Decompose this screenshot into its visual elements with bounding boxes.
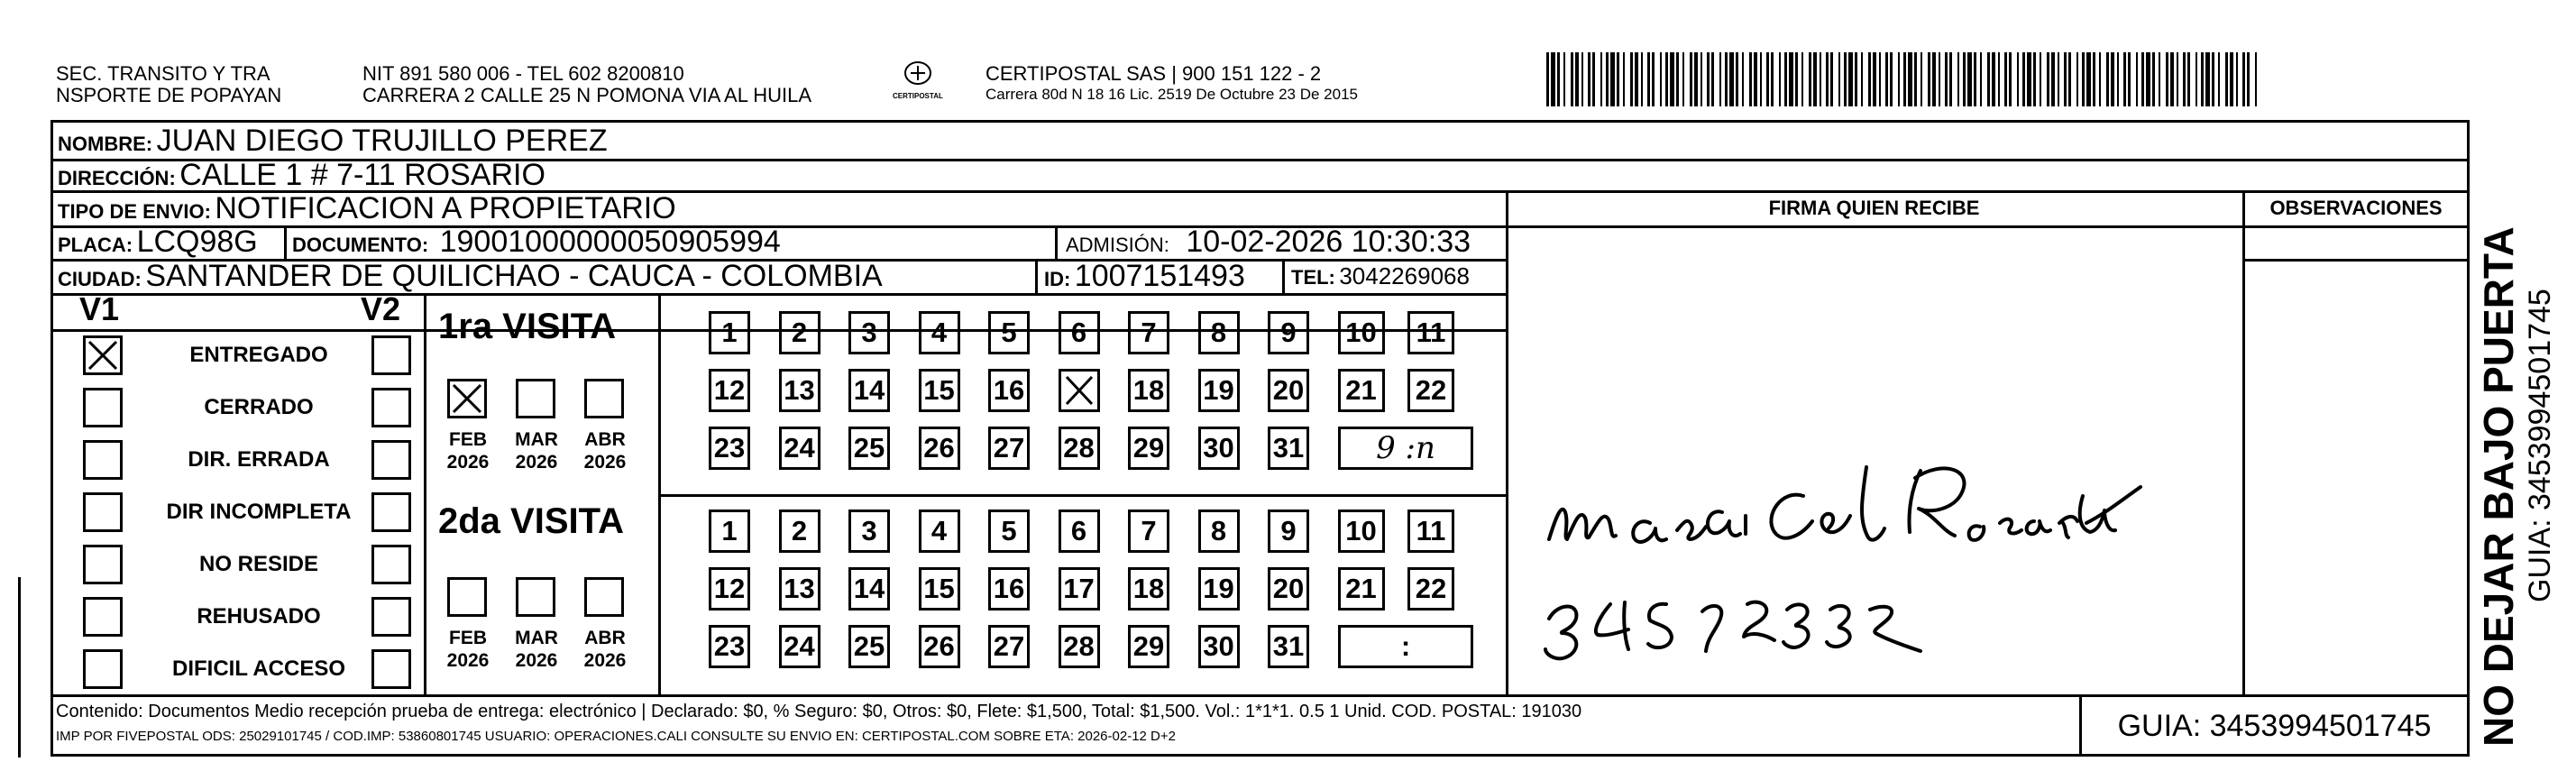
day-cell: 24: [779, 625, 820, 668]
v1-checkbox: [83, 492, 123, 532]
day-cell: 24: [779, 427, 820, 470]
day-cell: 20: [1268, 567, 1309, 611]
tipo-label: TIPO DE ENVIO:: [58, 200, 211, 223]
nombre-label: NOMBRE:: [58, 133, 153, 155]
v1-checkbox: [83, 649, 123, 689]
day-cell: 4: [919, 311, 960, 354]
v1-checkbox: [83, 545, 123, 584]
status-label: DIR. ERRADA: [188, 447, 330, 472]
day-cell: 30: [1198, 427, 1240, 470]
ciudad-value: SANTANDER DE QUILICHAO - CAUCA - COLOMBIA: [145, 259, 883, 293]
month-checkbox: [584, 379, 624, 418]
certipostal-logo: [893, 60, 943, 103]
year-label: 2026: [446, 452, 490, 473]
day-cell: 2: [779, 311, 820, 354]
day-cell: 30: [1198, 625, 1240, 668]
status-label: REHUSADO: [197, 604, 321, 629]
day-cell: 9: [1268, 510, 1309, 553]
day-cell: 23: [709, 625, 750, 668]
time-box: :: [1338, 625, 1473, 668]
day-cell: 3: [848, 510, 890, 553]
month-checkbox: [447, 379, 487, 418]
day-cell: 17: [1059, 567, 1100, 611]
day-cell: 18: [1128, 567, 1169, 611]
direccion-value: CALLE 1 # 7-11 ROSARIO: [179, 158, 545, 192]
day-cell: 3: [848, 311, 890, 354]
v2-checkbox: [371, 545, 411, 584]
day-cell: 13: [779, 369, 820, 412]
day-cell: 23: [709, 427, 750, 470]
day-cell: 31: [1268, 625, 1309, 668]
footer-guia-box: GUIA: 3453994501745: [2117, 709, 2432, 743]
day-cell: 7: [1128, 311, 1169, 354]
tel-cell: [1291, 259, 1470, 298]
v2-checkbox: [371, 597, 411, 637]
day-cell: 20: [1268, 369, 1309, 412]
id-cell: [1044, 259, 1245, 299]
tel-value: 3042269068: [1339, 262, 1470, 289]
observaciones-header: OBSERVACIONES: [2269, 197, 2443, 219]
v1-label: V1: [79, 290, 120, 327]
admision-label: ADMISIÓN:: [1066, 234, 1169, 256]
month-checkbox: [447, 577, 487, 617]
side-guia: GUIA: 3453994501745: [2523, 289, 2557, 602]
day-cell: 12: [709, 369, 750, 412]
day-cell: 7: [1128, 510, 1169, 553]
day-cell: 12: [709, 567, 750, 611]
sender-line1: SEC. TRANSITO Y TRA: [56, 62, 270, 85]
day-cell: 1: [709, 311, 750, 354]
day-cell: 14: [848, 369, 890, 412]
sender-line2: NSPORTE DE POPAYAN: [56, 84, 282, 106]
nombre-value: JUAN DIEGO TRUJILLO PEREZ: [156, 124, 608, 158]
v1-checkbox: [83, 440, 123, 480]
second-visit-title: 2da VISITA: [438, 501, 624, 541]
day-cell: 27: [988, 625, 1030, 668]
year-label: 2026: [446, 650, 490, 671]
day-cell: 28: [1059, 625, 1100, 668]
day-cell: 5: [988, 311, 1030, 354]
v2-checkbox: [371, 440, 411, 480]
day-cell: 6: [1059, 311, 1100, 354]
v2-label: V2: [361, 290, 401, 327]
day-cell: 22: [1407, 369, 1454, 412]
signature-drawing: [1506, 225, 2242, 694]
ciudad-label: CIUDAD:: [58, 268, 142, 290]
day-cell: 13: [779, 567, 820, 611]
sender-block: [56, 63, 281, 106]
year-label: 2026: [515, 452, 558, 473]
v1-checkbox: [83, 335, 123, 375]
tel-label: TEL:: [1291, 266, 1335, 289]
left-edge-mark: [18, 577, 26, 757]
day-cell: 19: [1198, 567, 1240, 611]
documento-label: DOCUMENTO:: [292, 234, 429, 256]
month-checkbox: [584, 577, 624, 617]
nit-line1: NIT 891 580 006 - TEL 602 8200810: [362, 62, 684, 85]
month-checkbox: [516, 577, 555, 617]
day-cell: 25: [848, 625, 890, 668]
year-label: 2026: [515, 650, 558, 671]
day-cell: 27: [988, 427, 1030, 470]
v2-checkbox: [371, 492, 411, 532]
day-cell: 16: [988, 567, 1030, 611]
status-label: DIR INCOMPLETA: [166, 500, 352, 524]
placa-label: PLACA:: [58, 234, 133, 256]
footer-contenido: Contenido: Documentos Medio recepción prueba de entrega: electrónico | Declarado: $0, % Seguro: $0, Otros: $0, Flete: $1,500, Total: $1,500. Vol.: 1*1*1. 0.5 1 Unid. COD. POSTAL: 191030: [56, 702, 1582, 721]
day-cell: 14: [848, 567, 890, 611]
day-cell: 31: [1268, 427, 1309, 470]
day-cell: 15: [919, 567, 960, 611]
documento-value: 19001000000050905994: [439, 225, 781, 259]
day-cell: 16: [988, 369, 1030, 412]
day-cell: 28: [1059, 427, 1100, 470]
month-checkbox: [516, 379, 555, 418]
day-cell: 29: [1128, 427, 1169, 470]
logo-text: CERTIPOSTAL: [893, 92, 943, 100]
v1-checkbox: [83, 597, 123, 637]
day-cell: 26: [919, 625, 960, 668]
day-cell: 26: [919, 427, 960, 470]
day-cell: 22: [1407, 567, 1454, 611]
day-cell: 21: [1338, 567, 1385, 611]
day-cell: 10: [1338, 510, 1385, 553]
year-label: 2026: [583, 452, 627, 473]
day-cell: 5: [988, 510, 1030, 553]
day-cell: 10: [1338, 311, 1385, 354]
day-cell: 4: [919, 510, 960, 553]
day-cell: 1: [709, 510, 750, 553]
day-cell: 8: [1198, 510, 1240, 553]
month-label: MAR: [515, 429, 558, 450]
no-dejar-bajo-puerta: NO DEJAR BAJO PUERTA: [2475, 226, 2522, 747]
placa-value: LCQ98G: [136, 225, 258, 259]
status-label: DIFICIL ACCESO: [171, 656, 345, 681]
first-visit-title: 1ra VISITA: [438, 307, 617, 346]
day-cell: 11: [1407, 311, 1454, 354]
day-cell: 21: [1338, 369, 1385, 412]
status-label: CERRADO: [204, 395, 314, 419]
admision-value: 10-02-2026 10:30:33: [1186, 225, 1471, 259]
month-label: FEB: [449, 628, 487, 648]
id-label: ID:: [1044, 268, 1071, 290]
v2-checkbox: [371, 335, 411, 375]
direccion-label: DIRECCIÓN:: [58, 167, 176, 189]
day-cell: 29: [1128, 625, 1169, 668]
courier-line1: CERTIPOSTAL SAS | 900 151 122 - 2: [985, 62, 1322, 85]
id-value: 1007151493: [1074, 259, 1245, 293]
handwritten-time: 9 :n: [1338, 427, 1473, 470]
year-label: 2026: [583, 650, 627, 671]
firma-header: FIRMA QUIEN RECIBE: [1768, 197, 1980, 219]
month-label: MAR: [515, 628, 558, 648]
courier-line2: Carrera 80d N 18 16 Lic. 2519 De Octubre 23 De 2015: [985, 86, 1358, 103]
day-cell: 2: [779, 510, 820, 553]
day-cell: 18: [1128, 369, 1169, 412]
barcode: [1546, 52, 2263, 106]
v2-checkbox: [371, 649, 411, 689]
month-label: ABR: [584, 429, 626, 450]
ciudad-cell: [58, 259, 883, 299]
day-cell: 19: [1198, 369, 1240, 412]
nit-line2: CARRERA 2 CALLE 25 N POMONA VIA AL HUILA: [362, 84, 812, 106]
day-cell: 25: [848, 427, 890, 470]
v1-checkbox: [83, 388, 123, 427]
nit-block: [362, 63, 811, 106]
tipo-value: NOTIFICACION A PROPIETARIO: [215, 191, 676, 225]
month-label: FEB: [449, 429, 487, 450]
day-cell: 6: [1059, 510, 1100, 553]
v2-checkbox: [371, 388, 411, 427]
month-label: ABR: [584, 628, 626, 648]
day-cell: [1059, 369, 1100, 412]
status-label: ENTREGADO: [189, 343, 328, 367]
day-cell: 15: [919, 369, 960, 412]
footer-imp-line: IMP POR FIVEPOSTAL ODS: 25029101745 / COD.IMP: 53860801745 USUARIO: OPERACIONES.CALI CONSULTE SU ENVIO EN: CERTIPOSTAL.COM SOBRE ETA: 2026-02-12 D+2: [56, 729, 1176, 744]
day-cell: 9: [1268, 311, 1309, 354]
day-cell: 8: [1198, 311, 1240, 354]
status-label: NO RESIDE: [198, 552, 319, 576]
courier-block: [985, 63, 1358, 105]
day-cell: 11: [1407, 510, 1454, 553]
